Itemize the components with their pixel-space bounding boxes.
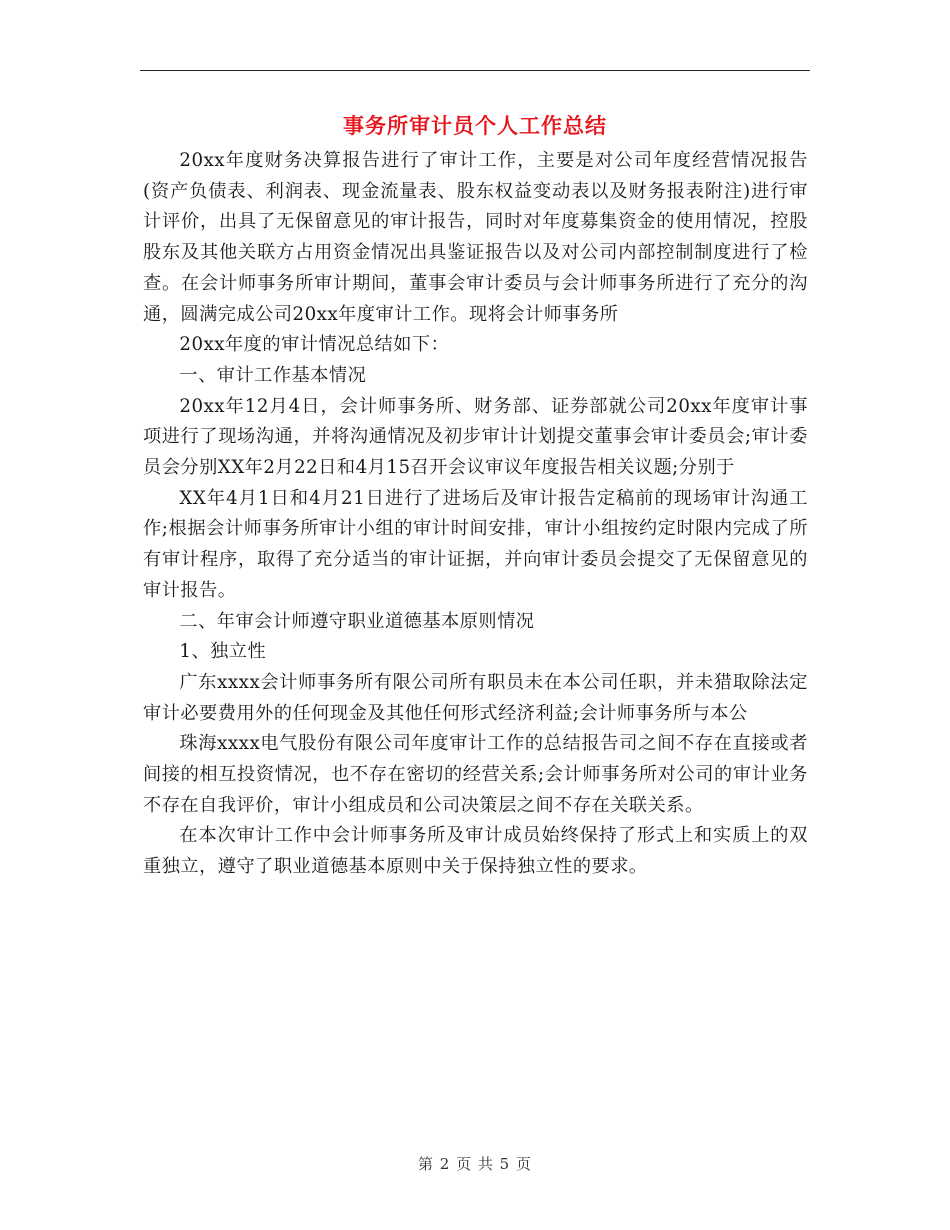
paragraph-7: 在本次审计工作中会计师事务所及审计成员始终保持了形式上和实质上的双重独立，遵守了职业道德基本原则中关于保持独立性的要求。 — [143, 825, 808, 878]
subsection-heading-1: 1、独立性 — [179, 641, 267, 663]
paragraph-1: 20xx年度财务决算报告进行了审计工作，主要是对公司年度经营情况报告(资产负债表、利润表、现金流量表、股东权益变动表以及财务报表附注)进行审计评价，出具了无保留意见的审计报告，同时对年度募集资金的使用情况，控股股东及其他关联方占用资金情况出具鉴证报告以及对公司内部控制制度进行了检查。在会计师事务所审计期间，董事会审计委员与会计师事务所进行了充分的沟通，圆满完成公司20xx年度审计工作。现将会计师事务所 — [143, 150, 808, 325]
paragraph-2: 20xx年度的审计情况总结如下： — [179, 334, 450, 356]
header-rule — [140, 70, 810, 71]
paragraph-4: XX年4月1日和4月21日进行了进场后及审计报告定稿前的现场审计沟通工作;根据会计师事务所审计小组的审计时间安排，审计小组按约定时限内完成了所有审计程序，取得了充分适当的审计证据，并向审计委员会提交了无保留意见的审计报告。 — [143, 487, 808, 601]
paragraph-6: 珠海xxxx电气股份有限公司年度审计工作的总结报告司之间不存在直接或者间接的相互投资情况，也不存在密切的经营关系;会计师事务所对公司的审计业务不存在自我评价，审计小组成员和公司决策层之间不存在关联关系。 — [143, 733, 808, 816]
page-number-footer: 第 2 页 共 5 页 — [418, 1155, 532, 1173]
document-body — [143, 146, 808, 883]
document-title: 事务所审计员个人工作总结 — [343, 113, 607, 138]
paragraph-5: 广东xxxx会计师事务所有限公司所有职员未在本公司任职，并未猎取除法定审计必要费用外的任何现金及其他任何形式经济利益;会计师事务所与本公 — [143, 671, 808, 724]
paragraph-3: 20xx年12月4日，会计师事务所、财务部、证券部就公司20xx年度审计事项进行了现场沟通，并将沟通情况及初步审计计划提交董事会审计委员会;审计委员会分别XX年2月22日和4月15召开会议审议年度报告相关议题;分别于 — [143, 395, 808, 479]
section-heading-2: 二、年审会计师遵守职业道德基本原则情况 — [179, 610, 535, 632]
section-heading-1: 一、审计工作基本情况 — [179, 364, 367, 386]
